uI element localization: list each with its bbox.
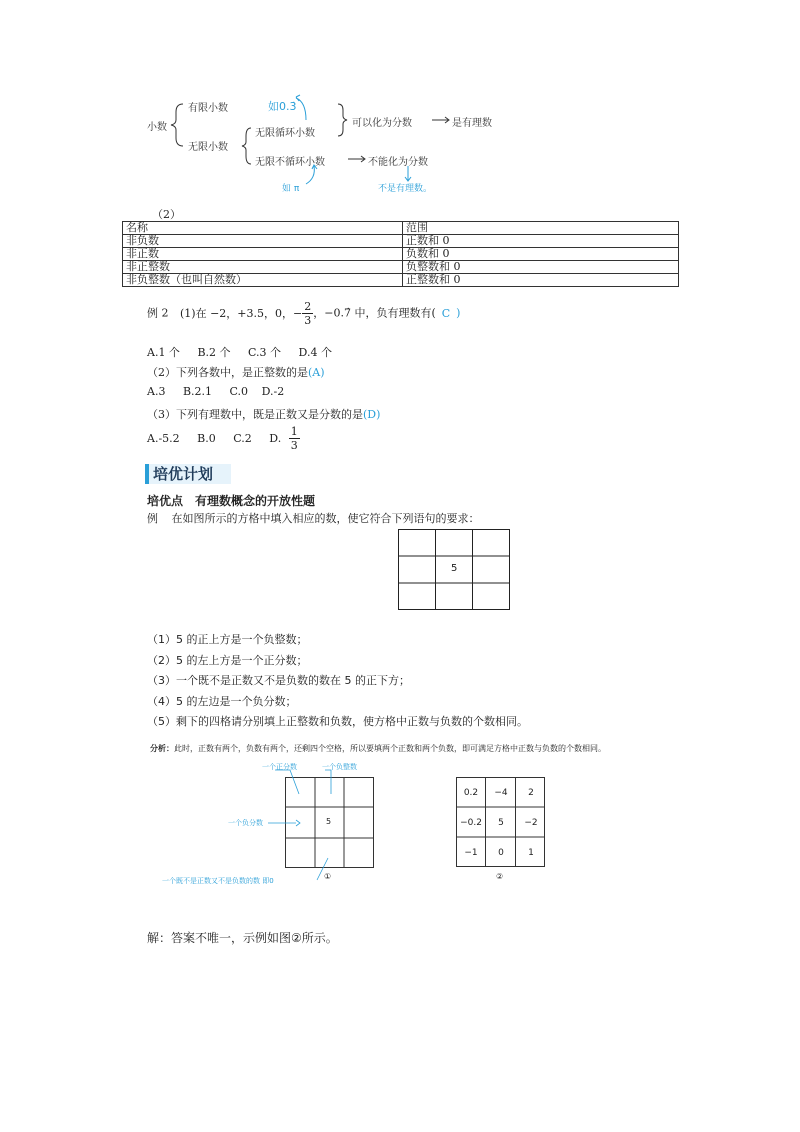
condition-item: （3）一个既不是正数又不是负数的数在 5 的正下方； — [147, 674, 410, 687]
option: A.-5.2 — [147, 432, 180, 445]
example2-label: 例 2 — [147, 306, 169, 320]
condition-item: （5）剩下的四格请分别填上正整数和负数，使方格中正数与负数的个数相同。 — [147, 715, 528, 728]
q3-frac-den: 3 — [290, 439, 298, 452]
fig1-label-bottom: 一个既不是正数又不是负数的数 即0 — [162, 877, 274, 885]
q1-close: ) — [456, 306, 461, 320]
diagram-finite: 有限小数 — [188, 103, 228, 114]
solution: 解：答案不唯一，示例如图②所示。 — [147, 931, 338, 945]
example-label: 例 — [147, 512, 158, 525]
option: C.3 个 — [248, 346, 282, 359]
note-not-rational: 不是有理数。 — [378, 184, 433, 194]
fig1-center: 5 — [326, 817, 332, 826]
table-cell: 负整数和 0 — [403, 261, 679, 274]
diagram-cannot-fraction: 不能化为分数 — [368, 157, 428, 168]
point-title: 培优点 有理数概念的开放性题 — [147, 494, 316, 508]
fig1-label-top-mid: 一个负整数 — [322, 763, 357, 771]
fig2-cell: 0 — [498, 848, 504, 858]
fig2-cell: −4 — [494, 788, 508, 798]
diagram-repeating: 无限循环小数 — [255, 128, 315, 139]
q2-answer: (A) — [308, 366, 325, 379]
fig2-caption: ② — [496, 872, 504, 881]
option: C.2 — [233, 432, 252, 445]
note-eg-pi: 如 π — [282, 184, 300, 194]
table-cell: 正数和 0 — [403, 235, 679, 248]
diagram-nonrepeating: 无限不循环小数 — [255, 157, 325, 168]
fig1-label-top-left: 一个正分数 — [262, 763, 297, 771]
table-cell: 非正整数 — [123, 261, 403, 274]
fig2-cell: 0.2 — [463, 788, 479, 798]
q3-answer: (D) — [363, 408, 381, 421]
fig2-cell: 5 — [498, 818, 504, 828]
diagram-is-rational: 是有理数 — [452, 118, 492, 129]
condition-item: （4）5 的左边是一个负分数； — [147, 694, 297, 708]
table-cell: 负数和 0 — [403, 248, 679, 261]
option: B.2.1 — [182, 385, 213, 398]
option: B.0 — [197, 432, 216, 445]
part2-label: （2） — [152, 208, 181, 221]
condition-item: （1）5 的正上方是一个负整数； — [147, 633, 308, 646]
q1-frac-den: 3 — [304, 314, 312, 327]
table-cell: 非负数 — [123, 235, 403, 248]
q3-frac-num: 1 — [290, 425, 298, 438]
option: A.1 个 — [147, 346, 180, 359]
analysis-text: 此时，正数有两个，负数有两个，还剩四个空格，所以要填两个正数和两个负数，即可满足方格中正数与负数的个数相同。 — [174, 744, 606, 753]
table-cell: 非正数 — [123, 248, 403, 261]
q1-answer: C — [441, 306, 451, 320]
table-header: 范围 — [403, 222, 679, 235]
diagram-can-fraction: 可以化为分数 — [352, 118, 412, 129]
option: B.2 个 — [197, 346, 231, 359]
section-title: 培优计划 — [145, 464, 231, 484]
q3-text: （3）下列有理数中，既是正数又是分数的是 — [147, 408, 363, 421]
q1-suffix: ，−0.7̇ 中，负有理数有( — [313, 306, 436, 320]
note-eg-repeating: 如0.3̇ — [268, 100, 297, 113]
q2-text: （2）下列各数中，是正整数的是 — [147, 366, 308, 379]
fig2-cell: 1 — [528, 848, 534, 858]
fig2-cell: 2 — [528, 788, 534, 798]
analysis-label: 分析： — [150, 744, 174, 753]
fig1-label-left: 一个负分数 — [228, 819, 263, 827]
q1-prefix: (1)在 −2，+3.5，0，− — [180, 306, 303, 320]
fig1-caption: ① — [324, 872, 332, 881]
condition-item: （2）5 的左上方是一个正分数； — [147, 653, 308, 667]
table-cell: 非负整数（也叫自然数） — [123, 274, 403, 287]
table-header: 名称 — [123, 222, 403, 235]
example-text: 在如图所示的方格中填入相应的数，使它符合下列语句的要求： — [171, 512, 480, 525]
fig2-cell: −2 — [524, 818, 538, 828]
option: D. — [269, 432, 282, 445]
diagram-root: 小数 — [147, 122, 167, 133]
table-cell: 正整数和 0 — [403, 274, 679, 287]
fig2-cell: −1 — [464, 848, 478, 858]
diagram-infinite: 无限小数 — [188, 142, 228, 153]
grid-center-value: 5 — [451, 563, 458, 574]
option: D.-2 — [261, 385, 285, 398]
option: C.0 — [229, 385, 249, 398]
fig2-cell: −0.2 — [460, 818, 482, 828]
option: A.3 — [147, 385, 166, 398]
option: D.4 个 — [298, 346, 332, 359]
q1-frac-num: 2 — [304, 300, 312, 313]
